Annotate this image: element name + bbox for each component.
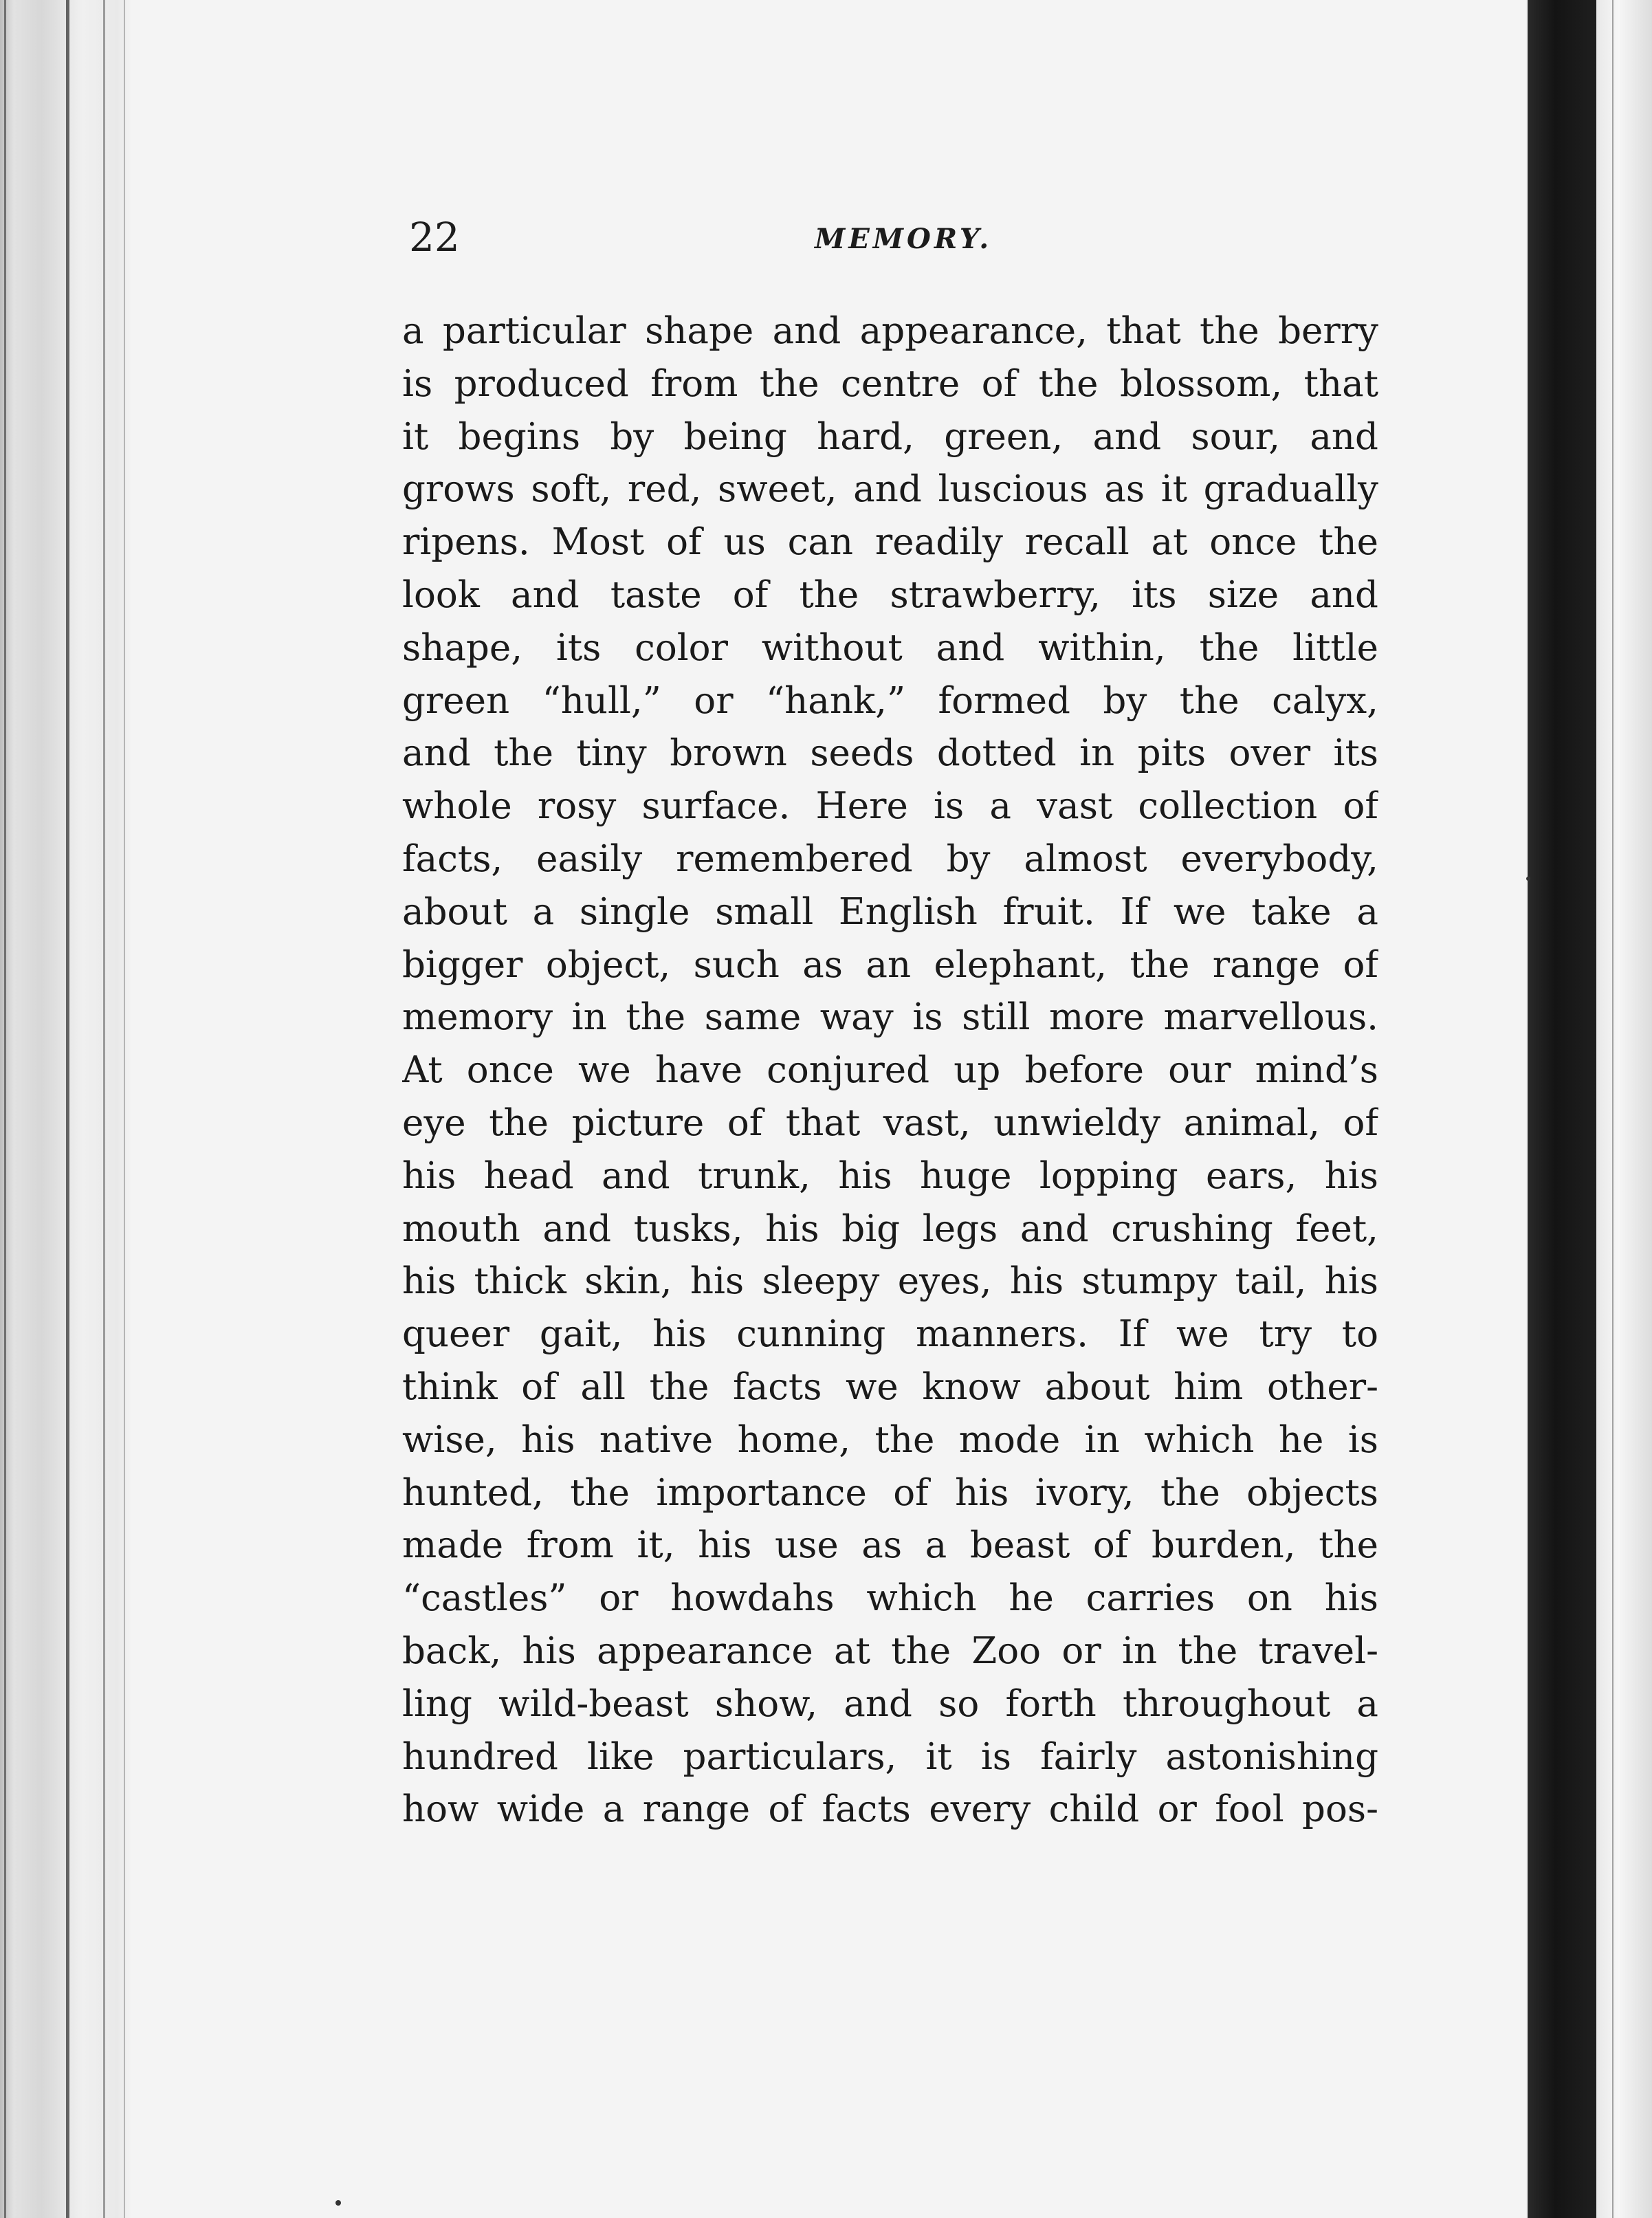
text-line: “castles” or howdahs which he carries on his xyxy=(402,1577,1378,1620)
binding-line xyxy=(4,0,6,2218)
text-line: queer gait, his cunning manners. If we try to xyxy=(402,1313,1378,1356)
text-line: his head and trunk, his huge lopping ears, his xyxy=(402,1154,1378,1197)
text-line: bigger object, such as an elephant, the range of xyxy=(402,943,1378,986)
text-line: his thick skin, his sleepy eyes, his stumpy tail, his xyxy=(402,1260,1378,1303)
text-line: memory in the same way is still more marvellous. xyxy=(402,996,1378,1039)
text-line: how wide a range of facts every child or fool pos- xyxy=(402,1788,1378,1831)
text-line: hundred like particulars, it is fairly astonishing xyxy=(402,1735,1378,1778)
page-header xyxy=(409,206,1372,268)
binding-line xyxy=(103,0,105,2218)
text-line: ling wild-beast show, and so forth throughout a xyxy=(402,1682,1378,1725)
text-line: green “hull,” or “hank,” formed by the calyx, xyxy=(402,679,1378,722)
text-line: hunted, the importance of his ivory, the objects xyxy=(402,1471,1378,1514)
text-line: wise, his native home, the mode in which he is xyxy=(402,1418,1378,1461)
text-line: is produced from the centre of the blossom, that xyxy=(402,362,1378,405)
text-line: about a single small English fruit. If we take a xyxy=(402,890,1378,933)
text-line: and the tiny brown seeds dotted in pits over its xyxy=(402,732,1378,775)
binding-line xyxy=(124,0,125,2218)
right-binding-shadow xyxy=(1528,0,1596,2218)
left-binding-edge xyxy=(0,0,131,2218)
dust-speck xyxy=(335,2200,341,2206)
binding-line xyxy=(1612,0,1614,2218)
text-line: eye the picture of that vast, unwieldy animal, of xyxy=(402,1101,1378,1144)
text-line: made from it, his use as a beast of burden, the xyxy=(402,1524,1378,1567)
text-line: it begins by being hard, green, and sour, and xyxy=(402,415,1378,458)
text-line: ripens. Most of us can readily recall at once the xyxy=(402,521,1378,564)
text-line: grows soft, red, sweet, and luscious as it gradually xyxy=(402,468,1378,511)
text-line: back, his appearance at the Zoo or in the travel- xyxy=(402,1629,1378,1672)
running-head: MEMORY. xyxy=(815,223,993,255)
text-line: shape, its color without and within, the little xyxy=(402,626,1378,669)
text-line: look and taste of the strawberry, its size and xyxy=(402,573,1378,616)
text-line: a particular shape and appearance, that the berry xyxy=(402,310,1378,352)
text-line: whole rosy surface. Here is a vast collection of xyxy=(402,785,1378,828)
dust-speck xyxy=(1526,877,1530,881)
text-line: mouth and tusks, his big legs and crushing feet, xyxy=(402,1207,1378,1250)
text-line: At once we have conjured up before our mind’s xyxy=(402,1049,1378,1092)
binding-line xyxy=(66,0,69,2218)
text-line: facts, easily remembered by almost everybody, xyxy=(402,837,1378,880)
page-number: 22 xyxy=(409,214,460,261)
body-text xyxy=(402,305,1378,1836)
text-line: think of all the facts we know about him other- xyxy=(402,1365,1378,1408)
right-page-edge xyxy=(1596,0,1652,2218)
